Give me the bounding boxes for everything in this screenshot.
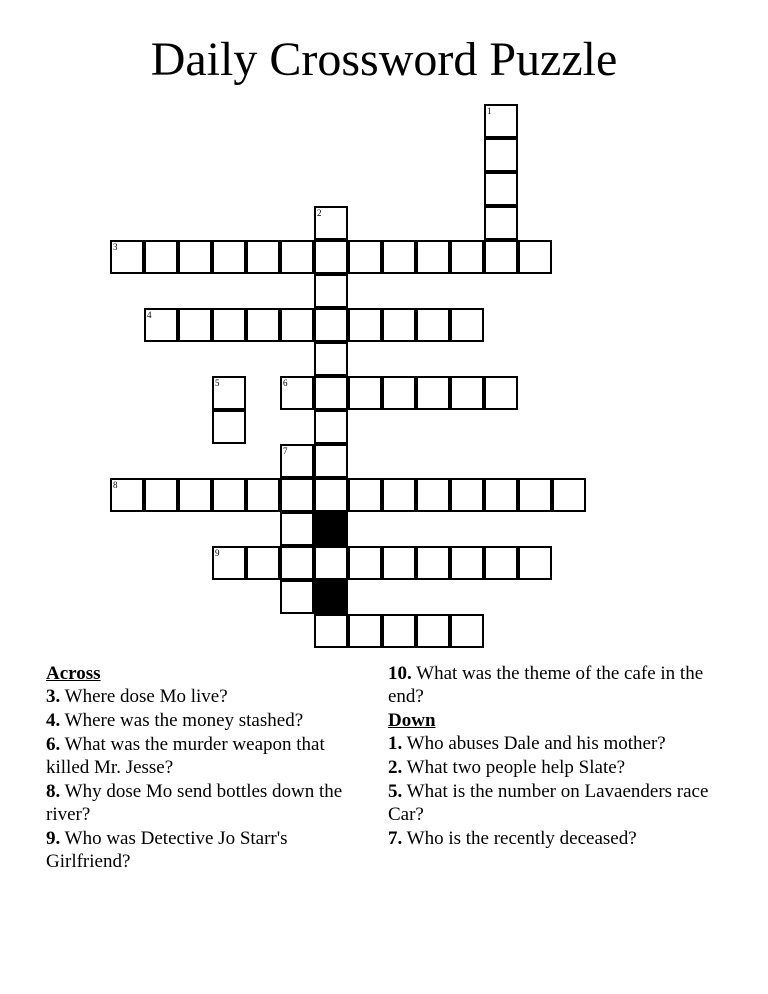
crossword-cell[interactable] [484,240,518,274]
clue-number: 5 [215,378,220,388]
clue-item [388,827,728,850]
crossword-cell[interactable] [484,478,518,512]
clue-text: What was the murder weapon that killed Mr. Jesse? [46,734,325,778]
clue-item [46,780,366,826]
crossword-cell[interactable] [382,614,416,648]
crossword-cell[interactable] [416,478,450,512]
crossword-cell[interactable] [144,478,178,512]
crossword-cell[interactable] [348,478,382,512]
crossword-cell[interactable] [246,240,280,274]
crossword-cell[interactable] [280,444,314,478]
crossword-cell[interactable] [314,478,348,512]
crossword-cell[interactable] [144,240,178,274]
crossword-cell[interactable] [450,308,484,342]
crossword-cell[interactable] [246,546,280,580]
clues-across [46,662,366,874]
clue-number: 9 [215,548,220,558]
crossword-cell[interactable] [280,308,314,342]
crossword-cell[interactable] [348,240,382,274]
clue-number: 6 [283,378,288,388]
clue-number-label: 1. [388,733,403,754]
clue-item [46,685,366,708]
crossword-cell[interactable] [280,240,314,274]
crossword-cell[interactable] [450,478,484,512]
clue-text: What two people help Slate? [402,757,626,778]
crossword-cell[interactable] [450,614,484,648]
clue-number: 3 [113,242,118,252]
crossword-cell[interactable] [416,614,450,648]
crossword-cell[interactable] [348,308,382,342]
crossword-cell[interactable] [212,546,246,580]
clue-number-label: 6. [46,734,61,755]
crossword-cell[interactable] [484,104,518,138]
crossword-cell[interactable] [212,308,246,342]
crossword-cell[interactable] [416,546,450,580]
crossword-cell[interactable] [314,308,348,342]
crossword-cell[interactable] [314,410,348,444]
crossword-cell[interactable] [178,478,212,512]
crossword-cell[interactable] [382,546,416,580]
clue-item [46,709,366,732]
crossword-cell[interactable] [314,342,348,376]
clue-number-label: 5. [388,781,403,802]
clue-number: 4 [147,310,152,320]
crossword-cell[interactable] [144,308,178,342]
black-square [314,580,348,614]
crossword-cell[interactable] [382,308,416,342]
crossword-cell[interactable] [484,206,518,240]
crossword-cell[interactable] [416,240,450,274]
clue-item [388,732,728,755]
crossword-cell[interactable] [280,512,314,546]
crossword-cell[interactable] [382,240,416,274]
crossword-cell[interactable] [212,240,246,274]
clue-item [388,756,728,779]
clue-number-label: 9. [46,828,61,849]
clue-heading: Down [388,710,436,731]
clue-item [46,827,366,873]
black-square [314,512,348,546]
crossword-cell[interactable] [178,308,212,342]
crossword-cell[interactable] [450,376,484,410]
crossword-cell[interactable] [450,546,484,580]
crossword-cell[interactable] [110,478,144,512]
crossword-cell[interactable] [382,478,416,512]
clue-number: 1 [487,106,492,116]
crossword-cell[interactable] [280,478,314,512]
crossword-cell[interactable] [314,614,348,648]
clues-down [388,662,728,851]
crossword-cell[interactable] [484,138,518,172]
crossword-cell[interactable] [314,206,348,240]
crossword-cell[interactable] [314,240,348,274]
clue-number-label: 4. [46,710,61,731]
clue-heading: Across [46,663,101,684]
crossword-cell[interactable] [484,546,518,580]
crossword-cell[interactable] [518,546,552,580]
clue-item [388,662,728,708]
crossword-cell[interactable] [246,308,280,342]
clue-number-label: 7. [388,828,403,849]
crossword-cell[interactable] [348,614,382,648]
crossword-cell[interactable] [518,478,552,512]
clue-text: Who was Detective Jo Starr's Girlfriend? [46,828,288,872]
clue-number-label: 3. [46,686,61,707]
page-title: Daily Crossword Puzzle [150,33,618,86]
clue-number: 7 [283,446,288,456]
crossword-cell[interactable] [484,172,518,206]
crossword-cell[interactable] [246,478,280,512]
crossword-cell[interactable] [314,376,348,410]
clue-item [46,733,366,779]
crossword-cell[interactable] [314,274,348,308]
clue-text: Where was the money stashed? [60,710,304,731]
clue-number: 2 [317,208,322,218]
crossword-cell[interactable] [280,546,314,580]
crossword-cell[interactable] [416,308,450,342]
clue-text: Who is the recently deceased? [402,828,637,849]
clue-text: Where dose Mo live? [60,686,228,707]
crossword-cell[interactable] [348,546,382,580]
clue-number-label: 8. [46,781,61,802]
crossword-cell[interactable] [212,410,246,444]
clue-text: Who abuses Dale and his mother? [402,733,666,754]
crossword-cell[interactable] [280,580,314,614]
crossword-cell[interactable] [110,240,144,274]
crossword-cell[interactable] [314,444,348,478]
crossword-cell[interactable] [552,478,586,512]
crossword-cell[interactable] [518,240,552,274]
clue-number-label: 2. [388,757,403,778]
clue-text: Why dose Mo send bottles down the river? [46,781,343,825]
crossword-cell[interactable] [382,376,416,410]
crossword-cell[interactable] [212,376,246,410]
clue-number-label: 10. [388,663,412,684]
crossword-cell[interactable] [314,546,348,580]
clue-number: 8 [113,480,118,490]
crossword-cell[interactable] [280,376,314,410]
clue-item [388,780,728,826]
clue-text: What is the number on Lavaenders race Car? [388,781,709,825]
crossword-cell[interactable] [450,240,484,274]
crossword-cell[interactable] [178,240,212,274]
crossword-cell[interactable] [348,376,382,410]
clue-text: What was the theme of the cafe in the end? [388,663,704,707]
crossword-cell[interactable] [484,376,518,410]
crossword-cell[interactable] [212,478,246,512]
crossword-cell[interactable] [416,376,450,410]
